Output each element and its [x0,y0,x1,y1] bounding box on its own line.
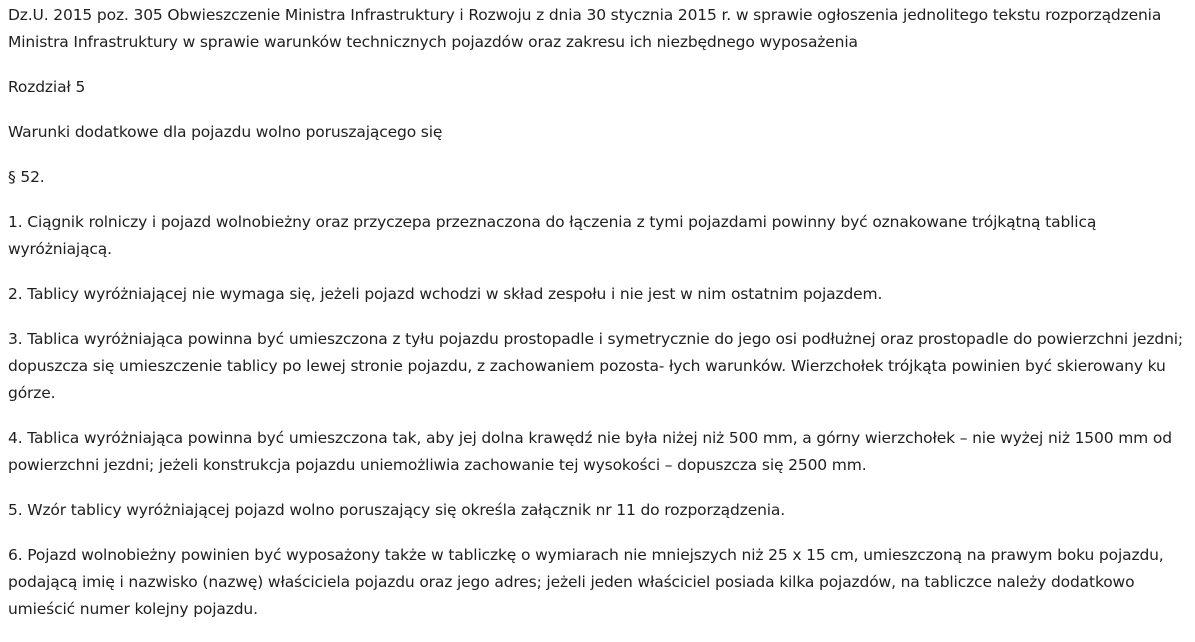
document-header: Dz.U. 2015 poz. 305 Obwieszczenie Ministra Infrastruktury i Rozwoju z dnia 30 stycznia 2015 r. w sprawie ogłoszenia jednolitego tekstu rozporządzenia Ministra Infrastruktury w sprawie warunków technicznych pojazdów oraz zakresu ich niezbędnego wyposażenia [8,6,1162,51]
paragraph-3: 3. Tablica wyróżniająca powinna być umieszczona z tyłu pojazdu prostopadle i symetrycznie do jego osi podłużnej oraz prostopadle do powierzchni jezdni; dopuszcza się umieszczenie tablicy po lewej stronie pojazdu, z zachowaniem pozosta- łych warunków. Wierzchołek trójkąta powinien być skierowany ku górze. [8,330,1183,402]
paragraph-2: 2. Tablicy wyróżniającej nie wymaga się, jeżeli pojazd wchodzi w skład zespołu i nie jest w nim ostatnim pojazdem. [8,285,883,303]
paragraph-5: 5. Wzór tablicy wyróżniającej pojazd wolno poruszający się określa załącznik nr 11 do rozporządzenia. [8,501,786,519]
chapter-title: Warunki dodatkowe dla pojazdu wolno poruszającego się [8,123,443,141]
paragraph-6: 6. Pojazd wolnobieżny powinien być wyposażony także w tabliczkę o wymiarach nie mniejszych niż 25 x 15 cm, umieszczoną na prawym boku pojazdu, podającą imię i nazwisko (nazwę) właściciela pojazdu oraz jego adres; jeżeli jeden właściciel posiada kilka pojazdów, na tabliczce należy dodatkowo umieścić numer kolejny pojazdu. [8,546,1164,618]
legal-document [8,2,1183,623]
paragraph-1: 1. Ciągnik rolniczy i pojazd wolnobieżny oraz przyczepa przeznaczona do łączenia z tymi pojazdami powinny być oznakowane trójkątną tablicą wyróżniającą. [8,213,1097,258]
paragraph-4: 4. Tablica wyróżniająca powinna być umieszczona tak, aby jej dolna krawędź nie była niżej niż 500 mm, a górny wierzchołek – nie wyżej niż 1500 mm od powierzchni jezdni; jeżeli konstrukcja pojazdu uniemożliwia zachowanie tej wysokości – dopuszcza się 2500 mm. [8,429,1172,474]
section-number: § 52. [8,168,45,186]
chapter-number: Rozdział 5 [8,78,86,96]
